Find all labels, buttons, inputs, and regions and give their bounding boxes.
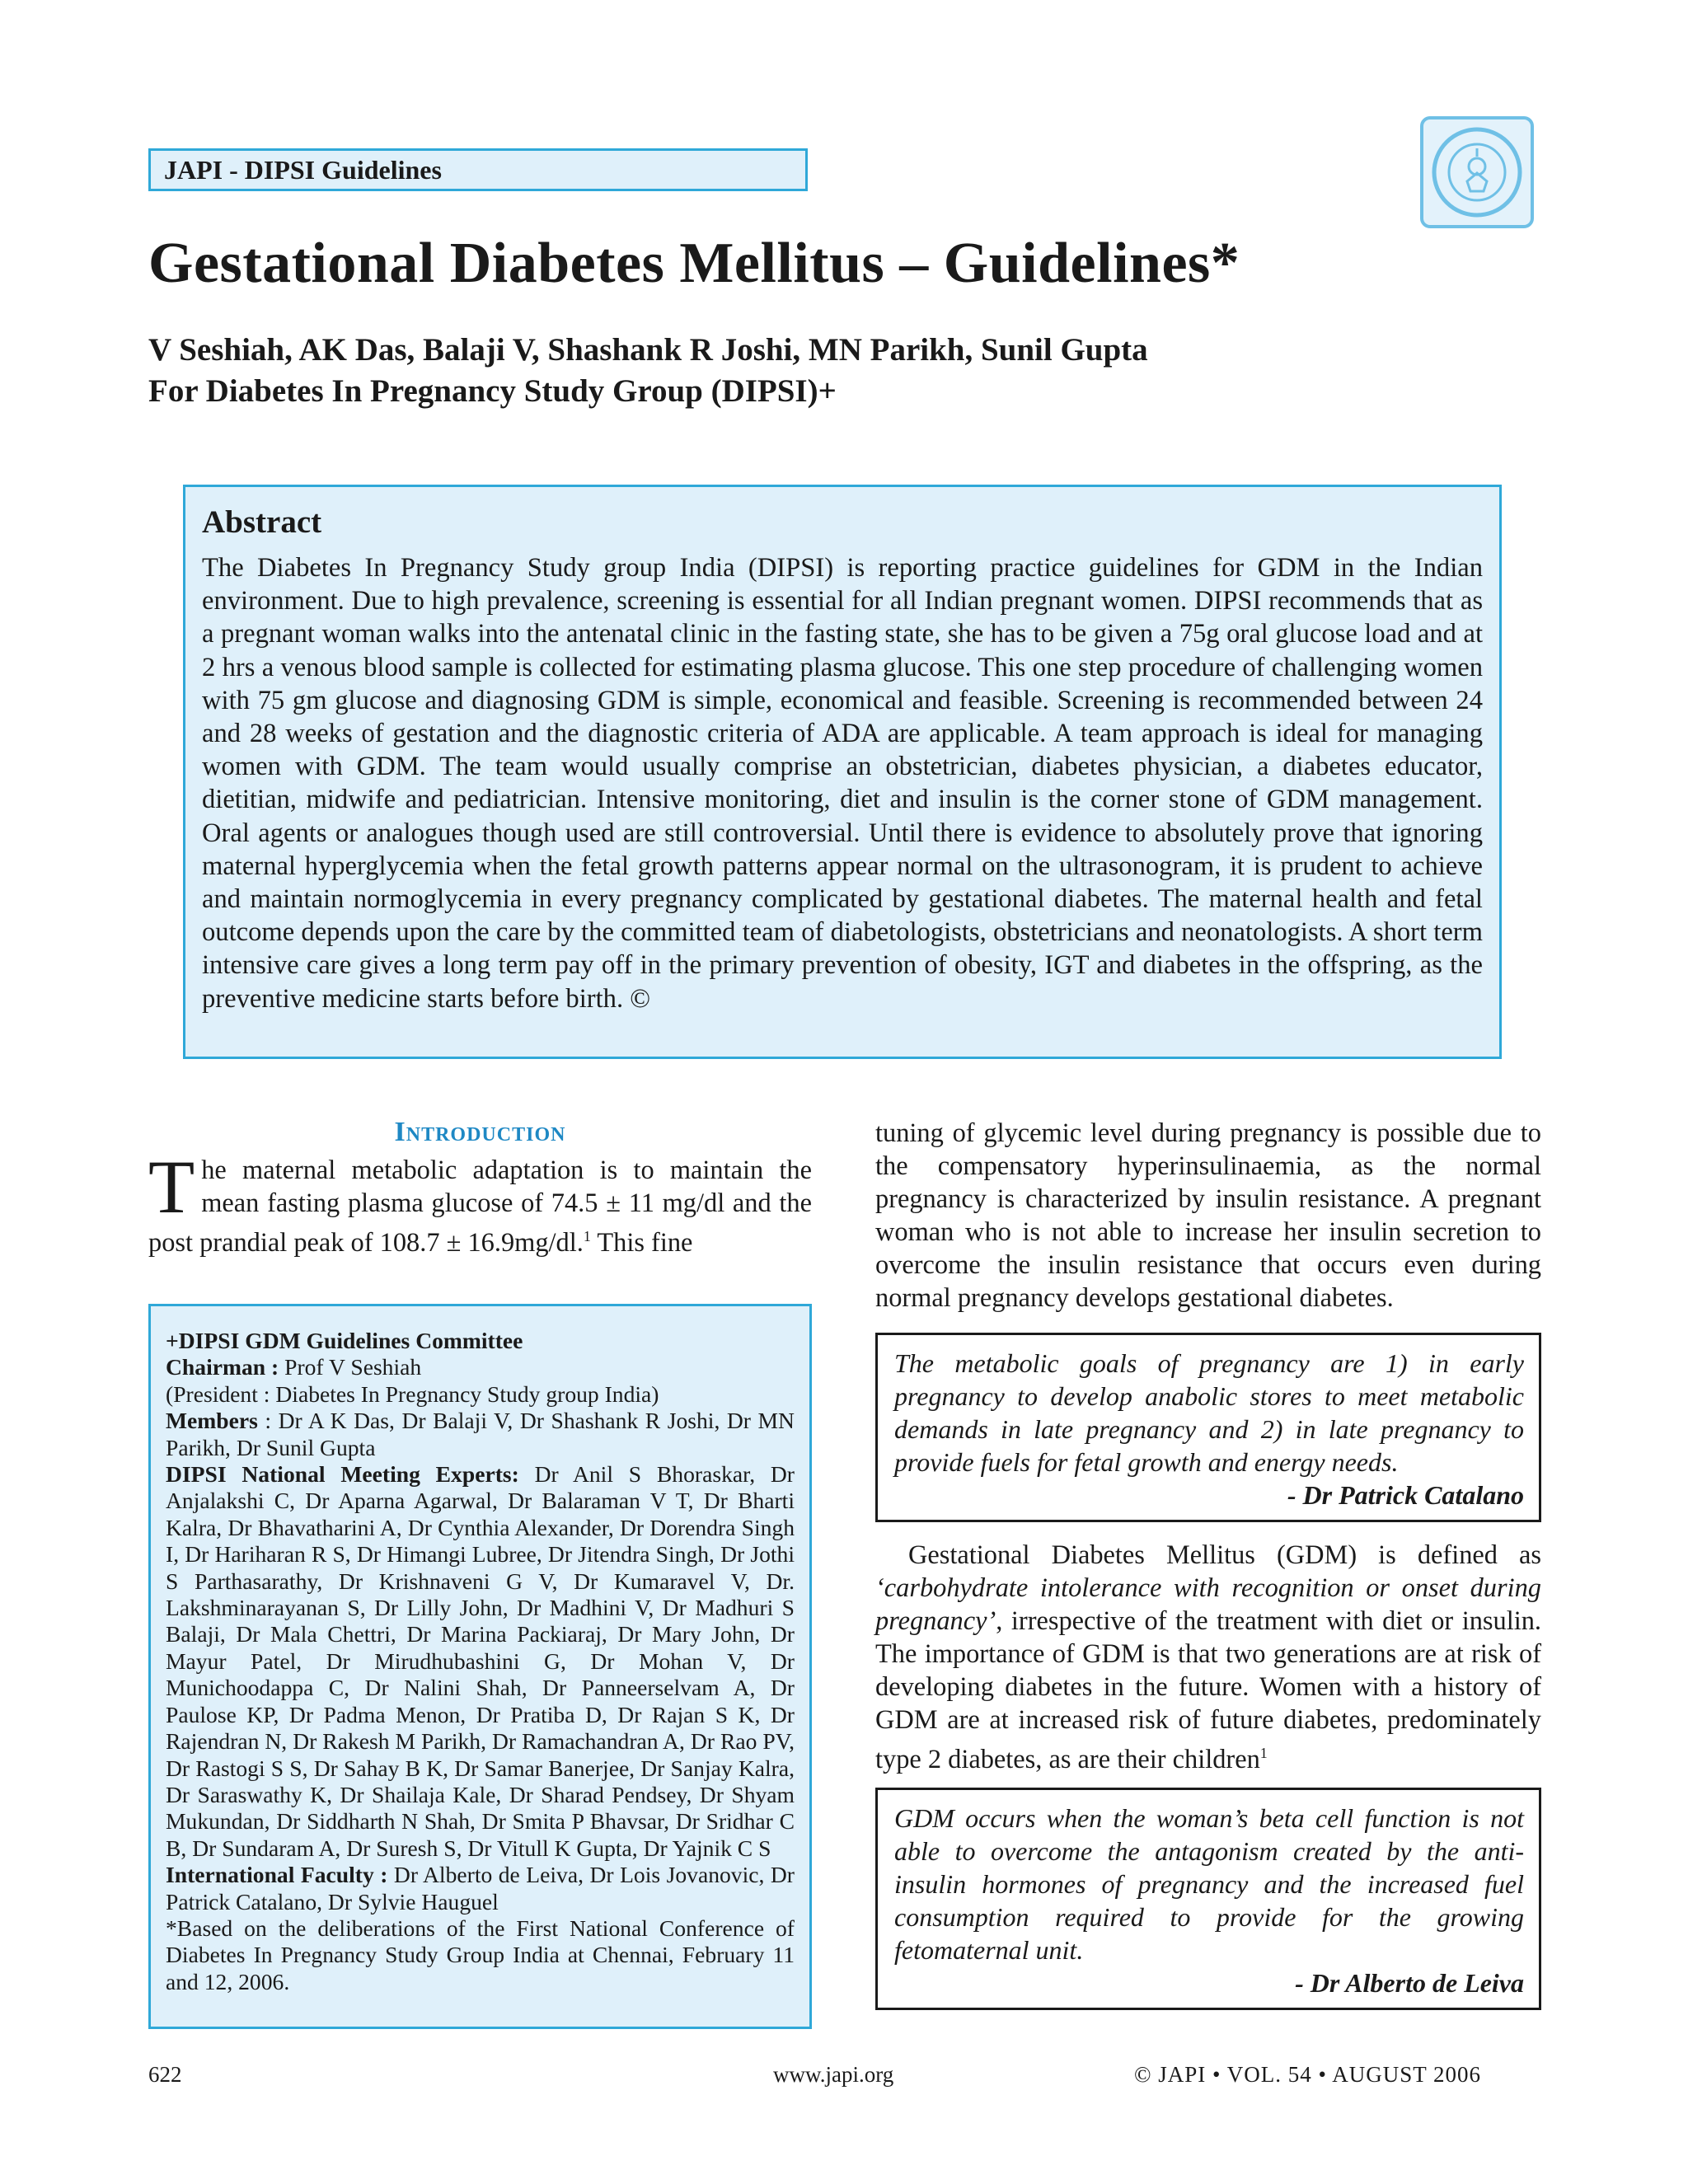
experts-label: DIPSI National Meeting Experts: — [166, 1461, 519, 1488]
chairman-label: Chairman : — [166, 1354, 279, 1380]
page-number: 622 — [148, 2062, 182, 2087]
journal-logo-icon — [1419, 115, 1535, 229]
members-list: : Dr A K Das, Dr Balaji V, Dr Shashank R Joshi, Dr MN Parikh, Dr Sunil Gupta — [166, 1408, 795, 1460]
journal-url: www.japi.org — [773, 2062, 894, 2087]
right-column — [875, 1117, 1541, 2010]
committee-title: +DIPSI GDM Guidelines Committee — [166, 1328, 523, 1353]
chairman-name: Prof V Seshiah — [279, 1354, 422, 1380]
gdm-definition-paragraph — [875, 1539, 1541, 1776]
introduction-continued: tuning of glycemic level during pregnancy is possible due to the compensatory hyperinsulinaemia, as the normal pregnancy is characterized by insulin resistance. A pregnant woman who is not able to increase her insulin secretion to overcome the insulin resistance that occurs even during normal pregnancy develops gestational diabetes. — [875, 1118, 1541, 1313]
issue-info: © JAPI • VOL. 54 • AUGUST 2006 — [1134, 2062, 1481, 2087]
left-column — [148, 1113, 812, 1259]
dropcap: T — [148, 1145, 195, 1229]
de-leiva-quote-box — [875, 1788, 1541, 2010]
experts-list: Dr Anil S Bhoraskar, Dr Anjalakshi C, Dr Aparna Agarwal, Dr Balaraman V T, Dr Bharti Kalra, Dr Bhavatharini A, Dr Cynthia Alexander, Dr Dorendra Singh I, Dr Hariharan R S, Dr Himangi Lubree, Dr Jitendra Singh, Dr Jothi S Parthasarathy, Dr Krishnaveni G V, Dr Kumaravel V, Dr. Lakshminarayanan S, Dr Lilly John, Dr Madhini V, Dr Madhuri S Balaji, Dr Mala Chettri, Dr Marina Packiaraj, Dr Mary John, Dr Mayur Patel, Dr Mirudhubashini G, Dr Mohan V, Dr Munichoodappa C, Dr Nalini Shah, Dr Panneerselvam A, Dr Paulose KP, Dr Padma Menon, Dr Pratiba D, Dr Rajan S K, Dr Rajendran N, Dr Rakesh M Parikh, Dr Ramachandran A, Dr Rao PV, Dr Rastogi S S, Dr Sahay B K, Dr Samar Banerjee, Dr Sanjay Kalra, Dr Saraswathy K, Dr Shailaja Kale, Dr Sharad Pendsey, Dr Shyam Mukundan, Dr Siddharth N Shah, Dr Smita P Bhavsar, Dr Sridhar C B, Dr Sundaram A, Dr Suresh S, Dr Vitull K Gupta, Dr Yajnik C S — [166, 1461, 795, 1861]
gdm-text-part1: Gestational Diabetes Mellitus (GDM) is defined as — [908, 1540, 1541, 1570]
abstract-box — [183, 485, 1502, 1059]
author-names: V Seshiah, AK Das, Balaji V, Shashank R Joshi, MN Parikh, Sunil Gupta — [148, 332, 1148, 368]
introduction-paragraph — [148, 1145, 812, 1259]
journal-section-tag: JAPI - DIPSI Guidelines — [148, 148, 808, 191]
abstract-text: The Diabetes In Pregnancy Study group India (DIPSI) is reporting practice guidelines for GDM in the Indian environment. Due to high prevalence, screening is essential for all Indian pregnant women. DIPSI recommends that as a pregnant woman walks into the antenatal clinic in the fasting state, she has to be given a 75g oral glucose load and at 2 hrs a venous blood sample is collected for estimating plasma glucose. This one step procedure of challenging women with 75 gm glucose and diagnosing GDM is simple, economical and feasible. Screening is recommended between 24 and 28 weeks of gestation and the diagnostic criteria of ADA are applicable. A team approach is ideal for managing women with GDM. The team would usually comprise an obstetrician, diabetes physician, a diabetes educator, dietitian, midwife and pediatrician. Intensive monitoring, diet and insulin is the corner stone of GDM management. Oral agents or analogues though used are still controversial. Until there is evidence to absolutely prove that ignoring maternal hyperglycemia when the fetal growth patterns appear normal on the ultrasonogram, it is prudent to achieve and maintain normoglycemia in every pregnancy complicated by gestational diabetes. The maternal health and fetal outcome depends upon the care by the committed team of diabetologists, obstetricians and neonatologists. A short term intensive care gives a long term pay off in the primary prevention of obesity, IGT and diabetes in the offspring, as the preventive medicine starts before birth. © — [202, 553, 1483, 1014]
introduction-heading: Introduction — [394, 1117, 566, 1147]
intro-text: he maternal metabolic adaptation is to maintain the mean fasting plasma glucose of 74.5 ± 11 mg/dl and the post prandial peak of 108.7 ± 16.9mg/dl. — [148, 1155, 812, 1258]
gdm-definition: ‘carbohydrate intolerance with recognition or onset during pregnancy’ — [875, 1573, 1541, 1636]
article-title: Gestational Diabetes Mellitus – Guidelines* — [148, 232, 1240, 295]
reference-marker: 1 — [1259, 1745, 1268, 1761]
quote-attribution: - Dr Alberto de Leiva — [1295, 1967, 1524, 1998]
intl-faculty-list: Dr Alberto de Leiva, Dr Lois Jovanovic, Dr Patrick Catalano, Dr Sylvie Hauguel — [166, 1862, 795, 1915]
chairman-role: (President : Diabetes In Pregnancy Study group India) — [166, 1380, 659, 1407]
quote-attribution: - Dr Patrick Catalano — [1287, 1480, 1524, 1510]
members-label: Members — [166, 1408, 258, 1434]
abstract-heading: Abstract — [202, 504, 322, 540]
catalano-quote-box — [875, 1333, 1541, 1522]
intro-text-end: This fine — [590, 1227, 693, 1258]
reference-marker: 1 — [583, 1228, 591, 1244]
quote-text: The metabolic goals of pregnancy are 1) in early pregnancy to develop anabolic stores to meet metabolic demands in late pregnancy and 2) in late pregnancy to provide fuels for fetal growth and energy needs. — [894, 1348, 1524, 1477]
gdm-text-part2: , irrespective of the treatment with diet or insulin. The importance of GDM is that two generations are at risk of developing diabetes in the future. Women with a history of GDM are at increased risk of future diabetes, predominately type 2 diabetes, as are their children — [875, 1606, 1541, 1774]
committee-footnote: *Based on the deliberations of the First National Conference of Diabetes In Pregnancy Study Group India at Chennai, February 11 and 12, 2006. — [166, 1915, 795, 1994]
quote-text: GDM occurs when the woman’s beta cell function is not able to overcome the antagonism created by the anti-insulin hormones of pregnancy and the increased fuel consumption required to provide for the growing fetomaternal unit. — [894, 1802, 1524, 1965]
author-list — [148, 330, 1550, 412]
study-group: For Diabetes In Pregnancy Study Group (DIPSI)+ — [148, 373, 837, 409]
committee-box — [148, 1304, 812, 2029]
intl-faculty-label: International Faculty : — [166, 1862, 388, 1888]
